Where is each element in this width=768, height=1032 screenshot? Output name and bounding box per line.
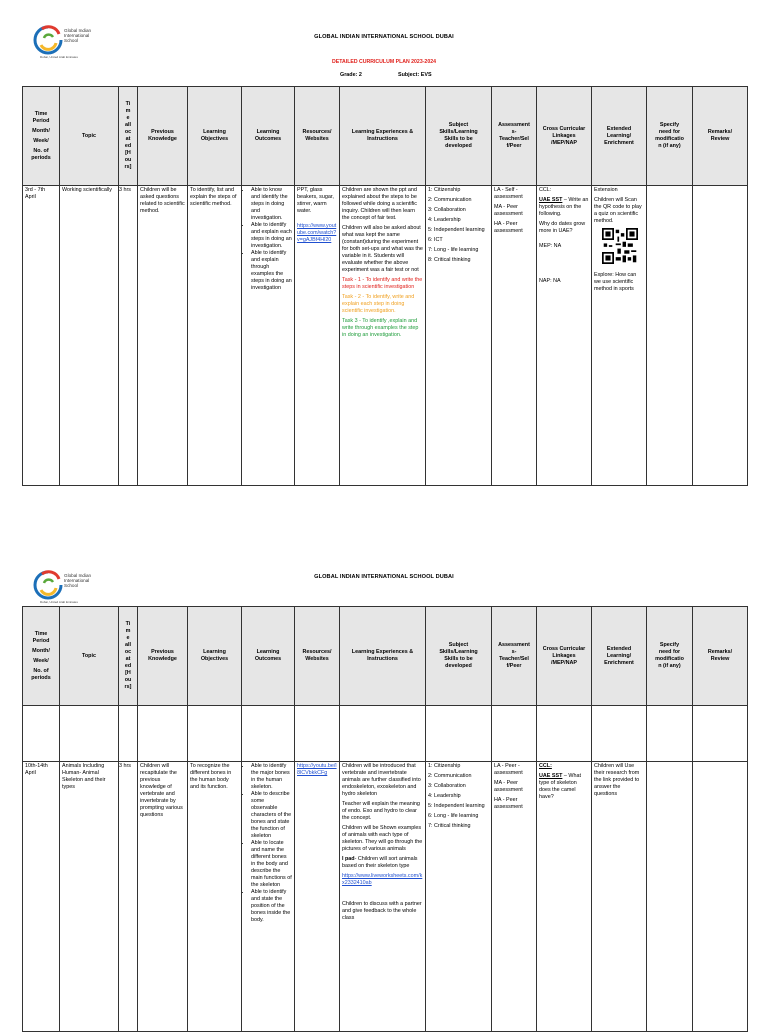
curriculum-table-1 [22, 86, 748, 486]
header-resources: Resources/ Websites [295, 607, 340, 706]
list-item: • Able to know and identify the steps in doing and investigation. [251, 187, 292, 222]
row1-objectives: To identify, list and explain the steps of scientific method. [188, 186, 242, 486]
header-previous-knowledge: Previous Knowledge [138, 87, 188, 186]
list-item: • Able to identify the major bones in the human skeleton. [251, 763, 292, 791]
logo-tagline: Dubai, United Arab Emirates [40, 55, 78, 59]
row1-extended: Extension Children will Scan the QR code to play a quiz on scientific method. Explore: How can we use scientific method in sports [592, 186, 647, 486]
row2-extended: Children will Use their research from the link provided to answer the questions [592, 762, 647, 1032]
task-3: Task 3 - To identify ,explain and write through examples the step in doing an investigation. [342, 318, 419, 338]
table-row-empty [23, 706, 748, 762]
header-cross-curricular: Cross Curricular Linkages /MEP/NAP [537, 87, 592, 186]
header-time-period: Time Period Month/ Week/ No. of periods [23, 87, 60, 186]
row2-topic: Animals Including Human- Animal Skeleton and their types [60, 762, 119, 1032]
row1-skills: 1: Citizenship 2: Communication 3: Collaboration 4: Leadership 5: Independent learning 6: ICT 7: Long - life learning 8: Critical thinking [426, 186, 492, 486]
table-row [23, 186, 748, 486]
logo-swirl-icon [32, 24, 64, 56]
row1-remarks [693, 186, 748, 486]
subject-label: Subject: EVS [398, 72, 432, 78]
task-2: Task - 2 - To identify, write and explain each step in doing scientific investigation. [342, 294, 415, 314]
youtube-link[interactable]: https://youtu.be/l8lCVbkkCFg [297, 763, 337, 776]
school-name: GLOBAL INDIAN INTERNATIONAL SCHOOL DUBAI [314, 574, 454, 580]
row2-period: 10th-14th April [23, 762, 60, 1032]
header-extended: Extended Learning/ Enrichment [592, 607, 647, 706]
row2-skills: 1: Citizenship 2: Communication 3: Collaboration 4: Leadership 5: Independent learning 6: Long - life learning 7: Critical thinking [426, 762, 492, 1032]
header-skills: Subject Skills/Learning Skills to be developed [426, 87, 492, 186]
table-row [23, 762, 748, 1032]
row2-previous-knowledge: Children will recapitulate the previous knowledge of vertebrate and invertebrate by prompting various questions [138, 762, 188, 1032]
header-time-allocated: Ti m e all oc at ed [H ou rs] [119, 607, 138, 706]
header-experiences: Learning Experiences & Instructions [340, 607, 426, 706]
header-specify: Specify need for modificatio n (if any) [647, 607, 693, 706]
table-header-row [23, 87, 748, 186]
header-learning-outcomes: Learning Outcomes [242, 607, 295, 706]
header-remarks: Remarks/ Review [693, 87, 748, 186]
header-assessment: Assessment s- Teacher/Sel f/Peer [492, 607, 537, 706]
row1-hours: 3 hrs [119, 186, 138, 486]
logo-text: Global Indian International School [64, 573, 92, 588]
curriculum-table-2 [22, 606, 748, 1032]
header-assessment: Assessment s- Teacher/Sel f/Peer [492, 87, 537, 186]
header-specify: Specify need for modificatio n (if any) [647, 87, 693, 186]
row2-cross-curricular: CCL: UAE SST – What type of skeleton does the camel have? [537, 762, 592, 1032]
row1-topic: Working scientifically [60, 186, 119, 486]
list-item: • Able to describe some observable characters of the bones and state the function of skeleton [251, 791, 292, 840]
school-logo [32, 24, 102, 60]
header-topic: Topic [60, 87, 119, 186]
header-extended: Extended Learning/ Enrichment [592, 87, 647, 186]
row1-outcomes [242, 186, 295, 486]
list-item: • Able to identify and state the position of the bones inside the body. [251, 889, 292, 924]
header-learning-objectives: Learning Objectives [188, 87, 242, 186]
header-remarks: Remarks/ Review [693, 607, 748, 706]
youtube-link[interactable]: https://www.youtube.com/watch?v=gAJBf4Hl20 [297, 223, 337, 243]
list-item: • Able to identify and explain each steps in doing an investigation. [251, 222, 292, 250]
school-name: GLOBAL INDIAN INTERNATIONAL SCHOOL DUBAI [314, 34, 454, 40]
logo-text: Global Indian International School [64, 28, 92, 43]
resources-text: PPT, glass beakers, sugar, stirrer, warm water. [297, 187, 334, 214]
row2-hours: 3 hrs [119, 762, 138, 1032]
row1-cross-curricular: CCL: UAE SST – Write an hypothesis on the following. Why do dates grow more in UAE? MEP: NA NAP: NA [537, 186, 592, 486]
header-resources: Resources/ Websites [295, 87, 340, 186]
header-skills: Subject Skills/Learning Skills to be developed [426, 607, 492, 706]
row1-period: 3rd - 7th April [23, 186, 60, 486]
worksheet-link[interactable]: https://www.liveworksheets.com/kx2332410ab [342, 873, 423, 886]
qr-code-icon[interactable] [602, 228, 638, 264]
list-item: • Able to identify and explain through examples the steps in doing an investigation [251, 250, 292, 292]
row2-outcomes [242, 762, 295, 1032]
row1-previous-knowledge: Children will be asked questions related to scientific method. [138, 186, 188, 486]
header-cross-curricular: Cross Curricular Linkages /MEP/NAP [537, 607, 592, 706]
header-learning-outcomes: Learning Outcomes [242, 87, 295, 186]
header-learning-objectives: Learning Objectives [188, 607, 242, 706]
row2-specify [647, 762, 693, 1032]
row1-assessment: LA - Self - assessment MA - Peer assessment HA - Peer assessment [492, 186, 537, 486]
grade-label: Grade: 2 [340, 72, 362, 78]
logo-tagline: Dubai, United Arab Emirates [40, 600, 78, 604]
plan-title: DETAILED CURRICULUM PLAN 2023-2024 [332, 59, 436, 65]
row2-experiences: Children will be introduced that vertebrate and invertebrate animals are further classified into endoskeleton, exoskeleton and hydro skeleton Teacher will explain the meaning of endo. Exo and hydro to clear the concept. Children will be Shown examples of animals with each type of skeleton. They will go through the pictures of various animals I pad- Children will sort animals based on their skeleton type https://www.liveworksheets.com/kx2332410ab Children to discuss with a partner and give feedback to the whole class [340, 762, 426, 1032]
row1-specify [647, 186, 693, 486]
row1-resources [295, 186, 340, 486]
header-time-period: Time Period Month/ Week/ No. of periods [23, 607, 60, 706]
header-previous-knowledge: Previous Knowledge [138, 607, 188, 706]
task-1: Task - 1 - To identify and write the steps in scientific investigation [342, 277, 423, 290]
row1-experiences: Children are shown the ppt and explained about the steps to be followed while doing a scientific inquiry. Children will then learn the concept of fair test. Children will also be asked about what was kept the same (constant)during the experiment for both set-ups and what was the variable in it. Students will evaluate whether the above experiment was a fair test or not Task - 1 - To identify and write the steps in scientific investigation Task - 2 - To identify, write and explain each step in doing scientific investigation. Task 3 - To identify ,explain and write through examples the step in doing an investigation. [340, 186, 426, 486]
list-item: • Able to locate and name the different bones in the body and describe the main functions of the skeleton [251, 840, 292, 889]
header-topic: Topic [60, 607, 119, 706]
row2-remarks [693, 762, 748, 1032]
row2-objectives: To recognize the different bones in the human body and its function. [188, 762, 242, 1032]
header-time-allocated: Ti m e all oc at ed [H ou rs] [119, 87, 138, 186]
header-experiences: Learning Experiences & Instructions [340, 87, 426, 186]
table-header-row [23, 607, 748, 706]
row2-assessment: LA - Peer - assessment MA - Peer assessment HA - Peer assessment [492, 762, 537, 1032]
row2-resources [295, 762, 340, 1032]
